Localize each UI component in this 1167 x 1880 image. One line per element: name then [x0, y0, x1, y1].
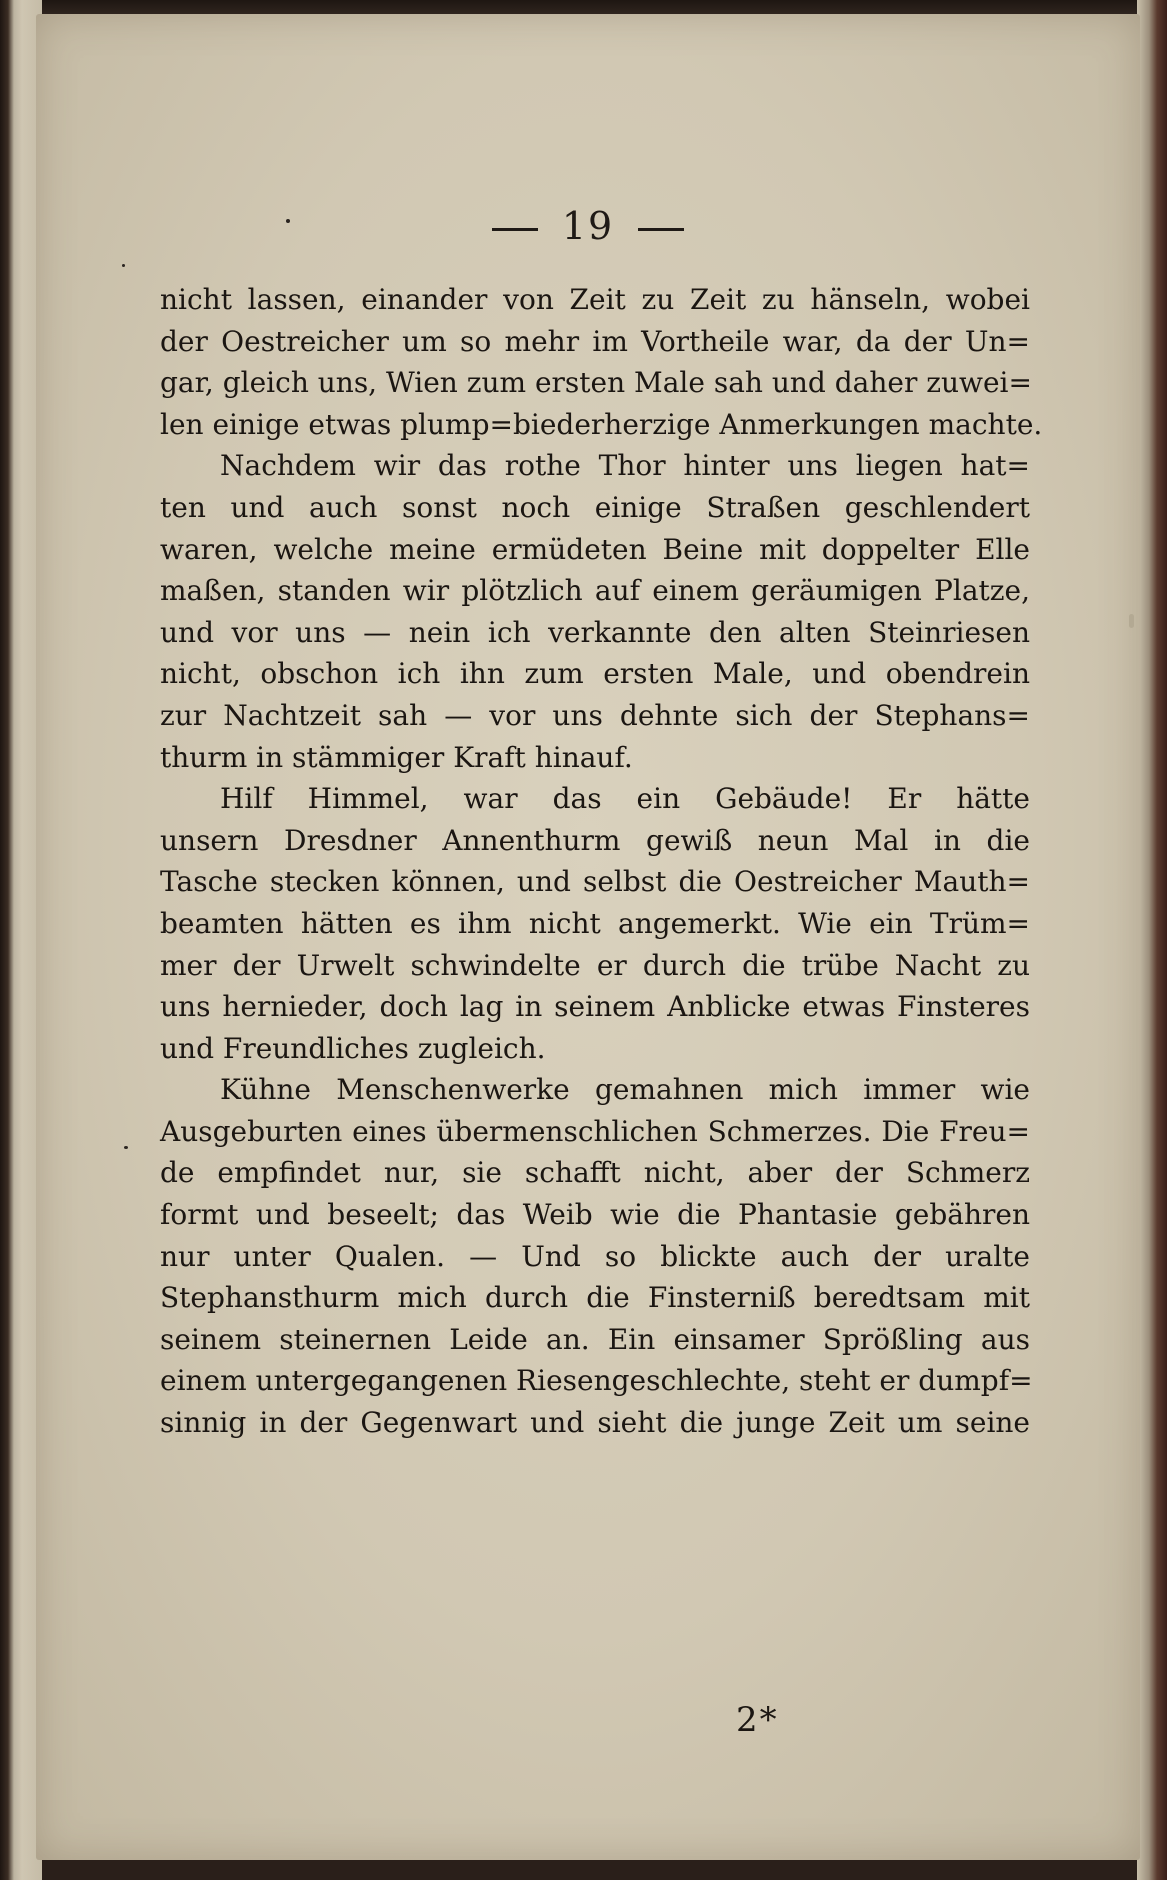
- text-line: waren, welche meine ermüdeten Beine mit doppelter Elle: [160, 532, 1030, 566]
- header-dash-left: [492, 228, 538, 231]
- text-line: unsern Dresdner Annenthurm gewiß neun Mal in die: [160, 823, 1030, 857]
- paper-speck: [122, 264, 125, 267]
- page-header: [36, 204, 1140, 248]
- text-line: beamten hätten es ihm nicht angemerkt. Wie ein Trüm=: [160, 906, 1030, 940]
- text-line: sinnig in der Gegenwart und sieht die junge Zeit um seine: [160, 1406, 1030, 1440]
- paper-speck: [124, 1146, 128, 1149]
- printer-signature-mark: 2*: [736, 1700, 779, 1740]
- text-line: Hilf Himmel, war das ein Gebäude! Er hätte: [220, 782, 1030, 816]
- page-sheet: [36, 14, 1140, 1860]
- paper-speck: [286, 219, 290, 223]
- text-line: nicht, obschon ich ihn zum ersten Male, und obendrein: [160, 657, 1030, 691]
- text-line: und Freundliches zugleich.: [160, 1031, 546, 1065]
- page-number: 19: [561, 204, 615, 248]
- text-line: und vor uns — nein ich verkannte den alten Steinriesen: [160, 615, 1030, 649]
- text-line: thurm in stämmiger Kraft hinauf.: [160, 740, 633, 774]
- text-line: seinem steinernen Leide an. Ein einsamer Sprößling aus: [160, 1322, 1030, 1356]
- text-line: maßen, standen wir plötzlich auf einem geräumigen Platze,: [160, 574, 1030, 608]
- text-line: nur unter Qualen. — Und so blickte auch der uralte: [160, 1239, 1030, 1273]
- text-line: uns hernieder, doch lag in seinem Anblicke etwas Finsteres: [160, 990, 1030, 1024]
- text-line: ten und auch sonst noch einige Straßen geschlendert: [160, 490, 1030, 524]
- text-line: Ausgeburten eines übermenschlichen Schmerzes. Die Freu=: [160, 1114, 1030, 1148]
- text-line: formt und beseelt; das Weib wie die Phantasie gebähren: [160, 1198, 1030, 1232]
- text-line: zur Nachtzeit sah — vor uns dehnte sich der Stephans=: [160, 698, 1030, 732]
- header-dash-right: [638, 228, 684, 231]
- text-line: der Oestreicher um so mehr im Vortheile war, da der Un=: [160, 324, 1030, 358]
- text-line: einem untergegangenen Riesengeschlechte, steht er dumpf=: [160, 1364, 1033, 1398]
- text-line: nicht lassen, einander von Zeit zu Zeit zu hänseln, wobei: [160, 283, 1030, 316]
- text-line: len einige etwas plump=biederherzige Anmerkungen machte.: [160, 407, 1043, 441]
- text-line: mer der Urwelt schwindelte er durch die trübe Nacht zu: [160, 948, 1030, 982]
- paper-speck: [1129, 614, 1134, 628]
- text-line: Stephansthurm mich durch die Finsterniß beredtsam mit: [160, 1281, 1030, 1315]
- text-line: Kühne Menschenwerke gemahnen mich immer wie: [220, 1073, 1030, 1107]
- text-line: Nachdem wir das rothe Thor hinter uns liegen hat=: [220, 449, 1030, 483]
- page-body: [160, 279, 1043, 1444]
- text-line: gar, gleich uns, Wien zum ersten Male sah und daher zuwei=: [160, 366, 1032, 400]
- text-line: de empfindet nur, sie schafft nicht, aber der Schmerz: [160, 1156, 1030, 1190]
- book-cover-edge: [1137, 0, 1167, 1880]
- text-line: Tasche stecken können, und selbst die Oestreicher Mauth=: [160, 865, 1030, 899]
